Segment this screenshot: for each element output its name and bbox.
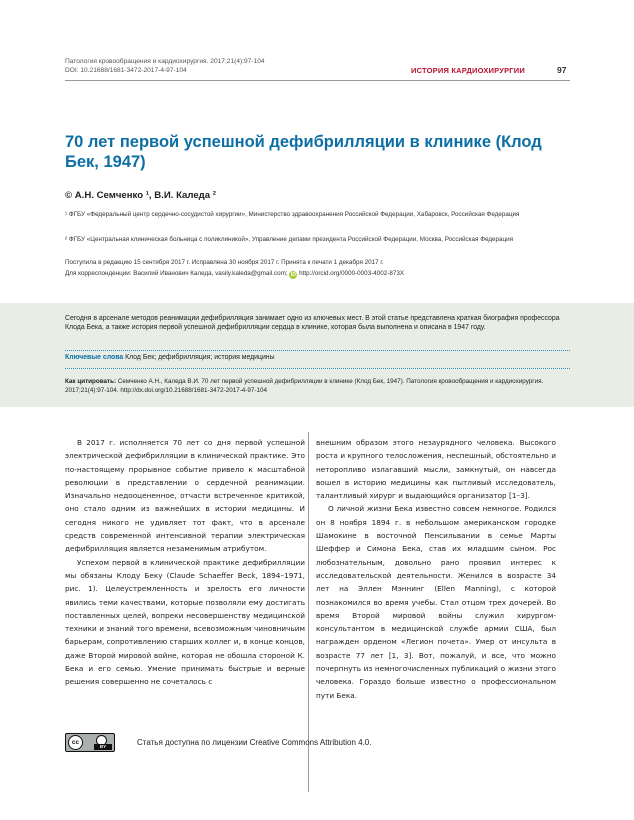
article-title: 70 лет первой успешной дефибрилляции в клинике (Клод Бек, 1947) xyxy=(65,133,542,171)
correspondence xyxy=(65,269,565,279)
paragraph: внешним образом этого незаурядного человека. Высокого роста и крупного телосложения, неспешный, обстоятельно и неторопливо излагавший мысли, замкнутый, он навсегда вошел в историю медицины как пытливый исследователь, талантливый хирург и выдающийся организатор [1–3]. xyxy=(316,438,556,501)
page-number: 97 xyxy=(557,65,567,75)
abstract-divider-top xyxy=(65,350,570,351)
cc-icon: cc xyxy=(68,735,83,750)
abstract-divider-bottom xyxy=(65,368,570,369)
affiliation-1: ¹ ФГБУ «Федеральный центр сердечно-сосудистой хирургии», Министерство здравоохранения Российской Федерации, Хабаровск, Российская Федерация xyxy=(65,211,520,218)
cc-license-badge[interactable] xyxy=(65,733,115,752)
section-title: ИСТОРИЯ КАРДИОХИРУРГИИ xyxy=(411,66,525,75)
article-dates: Поступила в редакцию 15 сентября 2017 г. Исправлена 30 ноября 2017 г. Принята к печати 1 декабря 2017 г. xyxy=(65,259,384,266)
orcid-link[interactable]: http://orcid.org/0000-0003-4002-873X xyxy=(299,270,405,277)
paragraph: О личной жизни Бека известно совсем немногое. Родился он 8 ноября 1894 г. в небольшом американском городке Шамокине в восточной Пенсильвании в семье Марты Шеффер и Симона Бека, став их младшим сыном. Рос любознательным, довольно рано проявил интерес к исследовательской деятельности. Женился в возрасте 34 лет на Эллен Мэннинг (Ellen Manning), с которой познакомился во время учебы. Стал отцом трех дочерей. Во время Второй мировой войны служил хирургом-консультантом в медицинской службе армии США, был награжден орденом «Легион почета». Умер от инсульта в возрасте 77 лет [1, 3]. Вот, пожалуй, и все, что можно почерпнуть из немногочисленных публикаций о жизни этого человека. Гораздо больше известно о профессиональном пути Бека. xyxy=(316,504,556,700)
journal-header xyxy=(65,57,265,75)
by-label: BY xyxy=(94,744,112,750)
abstract-text: Сегодня в арсенале методов реанимации дефибрилляция занимает одно из ключевых мест. В этой статье представлена краткая биография профессора Клода Бека, а также история первой успешной дефибрилляции сердца в клинике, которая была выполнена и описана в 1947 году. xyxy=(65,315,560,331)
header-divider xyxy=(65,80,570,81)
citation-text: Семченко А.Н., Каледа В.И. 70 лет первой успешной дефибрилляции в клинике (Клод Бек, 1947). Патология кровообращения и кардиохирургия. 2017;21(4):97-104. http://dx.doi.org/10.21688/1681-3472-2017-4-97-104 xyxy=(65,378,544,394)
citation xyxy=(65,377,570,395)
citation-label: Как цитировать: xyxy=(65,378,117,385)
body-column-right xyxy=(316,436,556,702)
license-text: Статья доступна по лицензии Creative Commons Attribution 4.0. xyxy=(137,738,372,747)
affiliation-2: ² ФГБУ «Центральная клиническая больница с поликлиникой», Управление делами президента Российской Федерации, Москва, Российская Федерация xyxy=(65,236,514,243)
paragraph: В 2017 г. исполняется 70 лет со дня первой успешной электрической дефибрилляции в клинической практике. Это по-настоящему прорывное событие привело к масштабной революции в представлении о сердечной реанимации. Изначально недооцененное, отчасти встреченное критикой, оно стало одним из важнейших в истории медицины. И сегодня никого не удивляет тот факт, что в арсенале средств современной интенсивной терапии электрическая дефибрилляция является незаменимым атрибутом. xyxy=(65,438,305,554)
orcid-icon: iD xyxy=(290,272,296,278)
body-column-left xyxy=(65,436,305,689)
article-authors: © А.Н. Семченко ¹, В.И. Каледа ² xyxy=(65,190,216,201)
keywords xyxy=(65,354,570,361)
correspondence-text: Для корреспонденции: Василий Иванович Каледа, vasily.kaleda@gmail.com; xyxy=(65,270,288,277)
keywords-value: Клод Бек; дефибрилляция; история медицины xyxy=(125,354,275,361)
journal-doi-line: DOI: 10.21688/1681-3472-2017-4-97-104 xyxy=(65,67,187,74)
keywords-label: Ключевые слова xyxy=(65,354,124,361)
journal-citation-line: Патология кровообращения и кардиохирургия. 2017;21(4):97-104 xyxy=(65,58,265,65)
paragraph: Успехом первой в клинической практике дефибрилляции мы обязаны Клоду Беку (Claude Schaeffer Beck, 1894–1971, рис. 1). Целеустремленность и зрелость его личности явились теми качествами, которые позволяли ему достигать поставленных целей, вопреки несовершенству медицинской техники и знаний того времени, всевозможным чиновничьим барьерам, сопротивлению старших коллег и, в конце концов, даже Второй мировой войне, которая не обошла стороной К. Бека и его семью. Умение принимать быстрые и верные решения совершенно не сочеталось с xyxy=(65,557,305,687)
